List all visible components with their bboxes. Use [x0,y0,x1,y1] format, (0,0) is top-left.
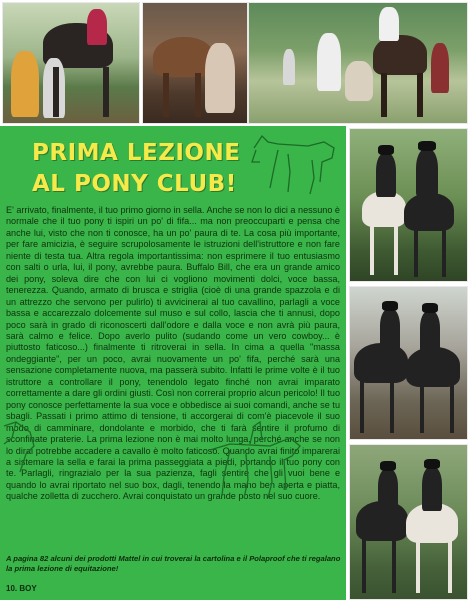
horse-head-sketch-icon [0,418,40,478]
photo-horse-stable [142,2,248,124]
horse-sketch-icon [248,128,346,198]
page-footer: 10. BOY [6,584,37,593]
photo-riders-dressage-1 [349,128,468,282]
photo-girls-with-horse [2,2,140,124]
article-body: E' arrivato, finalmente, il tuo primo giorno in sella. Anche se non lo dici a nessuno è normale che il tuo pony ti ispiri un po' di fifa... ma non preoccuparti e pensa che anche lui, visto che non ti conosce, ha un po' paura di te. La cosa più importante, per fare amicizia, è seguire scrupolosamente le istruzioni dell'istruttore e non fare niente di testa tua. Altra regola importantissima: non esprimere il tuo entusiasmo con salti o urla, lui, il pony, avrebbe paura. Buffalo Bill, che era un grande amico dei pony, soleva dire che con lui ci vogliono movimenti dolci, voce bassa, tenerezza. Quando, armato di brusca e striglia (cioè di una grande spazzola e di un attrezzo che servono per pulirlo) ti avvicinerai al tuo cavallino, parlagli a voce bassa e accarezzalo dolcemente sul muso e sul collo, lascia che ti annusi, dopo poco sarà in grado di riconoscerti dall'odore e dalla voce e non avrà più paura, sarà calmo e felice. Dopo averlo pulito (sudando come un vero cowboy... è piuttosto faticoso...) finalmente ti ritroverai in sella. In cima a quella "massa ondeggiante", per un poco, avrai nuovamente un po' fifa, perché sarà una sensazione completamente nuova, ma passerà subito. Infatti le prime volte è il tuo istruttore a controllare il pony, tenendolo legato finché non avrai imparato correttamente a dare gli ordini giusti. Così non correrai proprio alcun pericolo! Il tuo pony conosce perfettamente la sua voce e obbedisce ai suoi comandi, anche se tu sbagli. Passati i primo attimo di tensione, ti accorgerai di com'è piacevole il suo modo di camminare, dondolante e morbido, che ti farà sentire il profumo di sconfinate praterie. La prima lezione non è mai molto lunga, perché anche se non lo dirai potrebbe accadere a cavallo è molto faticoso. Quando avrai finito imparerai a sistemare la sella e farai la prima passeggiata a piedi, portando il tuo pony con te. Parlagli, ringrazialo per la sua pazienza, fagli sentire che gli vuoi bene e quando lo avrai riportato nel suo box, dagli, tenendo la mano ben aperta e piatta, qualche zolletta di zucchero. Avrai conquistato un grande posto nel suo cuore. [6,205,340,502]
photo-riders-dressage-2 [349,286,468,440]
photo-riders-dressage-3 [349,444,468,600]
title-line-2: AL PONY CLUB! [32,171,237,197]
article-caption: A pagina 82 alcuni dei prodotti Mattel in cui troverai la cartolina e il Polaproof che ti regalano la prima lezione di equitazione! [6,554,341,573]
article-title [32,138,240,200]
title-line-1: PRIMA LEZIONE [32,140,241,166]
photo-riding-lesson [248,2,468,124]
horse-rider-sketch-icon [200,420,320,500]
